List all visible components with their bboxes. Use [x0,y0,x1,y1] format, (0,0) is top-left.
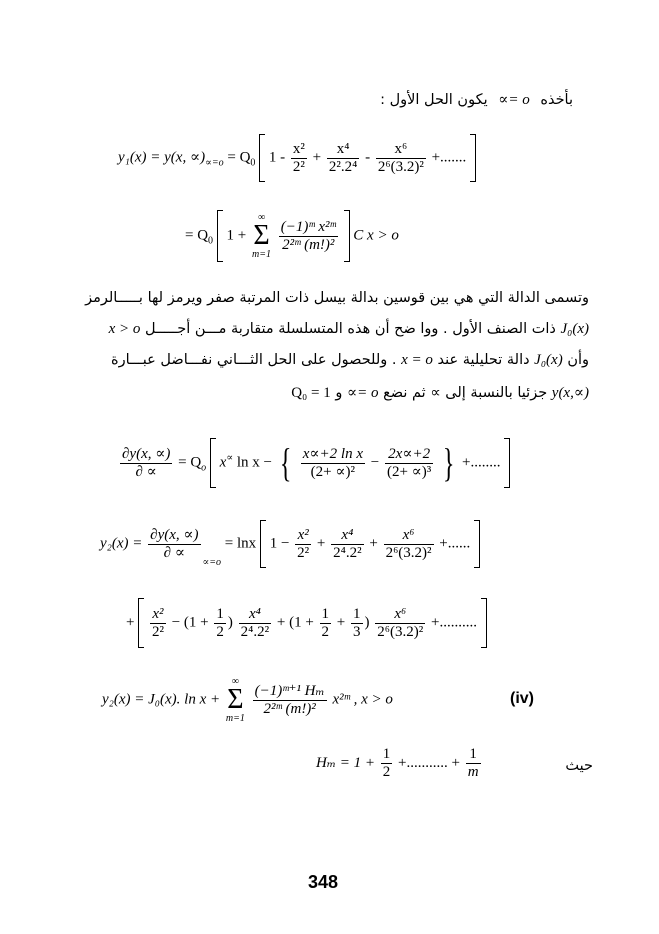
eq5-t3-den: 2⁶(3.2)² [377,623,424,640]
eq4-t2-num: x⁴ [331,527,363,545]
eq5-h2-den: 2 [321,623,330,640]
para-line4-alpha: ∝= o [346,385,379,401]
eq4-left-bracket [260,520,266,568]
eq1-t2-num: x⁴ [327,141,359,159]
equation-4 [100,520,480,568]
eq3-left-brace: { [279,440,292,485]
page-number: 348 [308,872,339,892]
equation-2 [185,210,399,262]
eq5-t2-num: x⁴ [239,606,271,624]
eq4-t2-den: 2⁴.2² [333,544,362,561]
eq6-tail: x²ᵐ , x > o [332,691,393,708]
eq5-h1-num: 1 [216,605,224,622]
eq7-hm: Hₘ = 1 + [316,754,376,771]
eq4-frac-num: ∂y(x, ∝) [150,526,199,543]
eq2-sum-bot: m=1 [252,249,271,260]
eq1-one-minus: 1 - [268,149,286,166]
eq6-num: (−1)ᵐ⁺¹ Hₘ [254,682,325,699]
equation-label: (iv) [510,690,534,707]
eq3-minus: − [370,454,380,471]
para-line4-q0: Q₀ = 1 [291,385,331,401]
eq4-plus2: + [369,535,378,552]
eq2-den: 2²ᵐ (m!)² [282,236,335,253]
eq6-sum-bot: m=1 [225,713,245,724]
eq5-plus3: + [336,614,346,631]
eq2-left-bracket [217,210,223,262]
eq3-tail: +........ [462,454,501,471]
eq1-q0: = Q [227,149,251,166]
eq5-t1-den: 2² [151,623,164,640]
equation-3 [118,438,510,488]
equation-5 [126,598,487,648]
eq2-one-plus: 1 + [226,227,247,244]
eq3-right-brace: } [442,440,455,485]
eq5-h2-num: 1 [321,605,330,622]
intro-alpha-eq: ∝= o [498,92,530,108]
eq1-t3-den: 2⁶(3.2)² [377,158,424,175]
eq5-right-bracket [481,598,487,648]
eq7-dots: +........... + [398,754,460,771]
para-line4-a: جزئيا بالنسبة إلى ∝ ثم نضع [383,385,548,401]
eq5-h3-den: 3 [353,623,361,640]
para-line3-x0: x = o [401,352,433,368]
eq1-plus: + [312,149,322,166]
eq5-t3-num: x⁶ [375,606,425,624]
eq4-frac-den: ∂ ∝ [163,544,185,561]
eq5-left-bracket [138,598,144,648]
para-line2-j0: J₀(x) [560,321,589,337]
eq5-plus: + [126,614,135,631]
eq7-f2-num: 1 [466,746,481,764]
para-line4-y: y(x,∝) [551,385,589,401]
eq2-q0: = Q [185,227,209,244]
eq2-right-bracket [344,210,350,262]
para-line-2 [59,321,589,338]
eq3-x: x [219,454,227,471]
eq5-minus: − (1 + [171,614,209,631]
sigma-symbol: Σ [253,220,270,251]
eq5-t2-den: 2⁴.2² [240,623,270,640]
eq4-t3-num: x⁶ [384,527,434,545]
eq2-q0-sub: 0 [208,235,214,247]
para-line4-and: و [335,385,343,401]
para-line2-text: ذات الصنف الأول . ووا ضح أن هذه المتسلسلة متقاربة مـــن أجـــــل [145,321,556,337]
eq7-f2-den: m [467,764,479,780]
eq4-one-minus: 1 − [269,535,290,552]
eq3-f2-den: (2+ ∝)³ [386,463,432,480]
equation-6 [102,676,393,724]
eq5-h1-den: 2 [216,623,224,640]
eq3-left-bracket [210,438,216,488]
eq1-tail: +....... [431,149,467,166]
para-line-4 [291,383,589,402]
eq1-right-bracket [470,134,476,182]
eq1-t1-den: 2² [292,158,305,175]
eq4-t1-num: x² [295,527,311,545]
eq3-x-sup: ∝ [226,452,234,464]
eq2-tail: C x > o [353,227,399,244]
eq1-t1-num: x² [292,140,305,157]
eq3-ln: ln x − [236,454,273,471]
eq5-h3-num: 1 [353,605,361,622]
eq5-close1: ) [227,614,233,631]
intro-arabic: بأخذه [540,92,573,108]
eq6-lhs: y₂(x) = J₀(x). ln x + [102,691,221,708]
eq1-minus: - [365,149,371,166]
intro-rest: يكون الحل الأول : [380,92,488,108]
para-line2-cond: x > o [108,321,141,337]
eq3-f1-num: x∝+2 ln x [302,445,363,462]
eq1-q0-sub: 0 [250,157,256,169]
eq3-f2-num: 2x∝+2 [385,446,433,464]
eq4-lnx: = lnx [224,535,257,552]
eq5-tail: +.......... [430,614,477,631]
eq4-lhs: y₂(x) = [100,535,143,552]
eq4-right-bracket [474,520,480,568]
para-line1-text: وتسمى الدالة التي هي بين قوسين بدالة بيسل ذات المرتبة صفر ويرمز لها بـــــالرمز [85,290,589,306]
para-line3-c: . وللحصول على الحل الثـــاني نفـــاضل عبـــارة [111,352,397,368]
eq5-plus2: + (1 + [276,614,314,631]
eq4-t3-den: 2⁶(3.2)² [385,544,432,561]
para-line3-a: وأن [567,352,589,368]
eq5-close2: ) [364,614,370,631]
eq3-q0-sub: o [201,462,207,474]
eq7-f1-den: 2 [382,764,391,780]
eq6-sum-top: ∞ [231,676,239,687]
eq4-t1-den: 2² [297,544,310,561]
eq4-plus1: + [316,535,326,552]
eq1-lhs: y₁(x) = y(x, ∝) [118,149,206,166]
eq3-f1-den: (2+ ∝)² [310,463,356,480]
eq4-tail: +...... [439,535,471,552]
equation-7 [316,746,483,781]
eq1-left-bracket [259,134,265,182]
eq3-q0: = Q [178,454,202,471]
eq4-eval-sub: ∝=o [202,557,222,569]
eq3-right-bracket [504,438,510,488]
eq7-f1-num: 1 [382,746,391,762]
where-label: حيث [565,758,593,774]
para-line3-j0: J₀(x) [534,352,563,368]
para-line3-b: دالة تحليلية عند [437,352,530,368]
para-line-3 [59,352,589,369]
eq1-lhs-sub: ∝=o [205,157,224,169]
eq6-den: 2²ᵐ (m!)² [263,700,316,717]
equation-1 [118,134,476,182]
eq3-lhs-num: ∂y(x, ∝) [122,445,171,462]
eq1-t2-den: 2².2⁴ [328,158,358,175]
eq2-num: (−1)ᵐ x²ᵐ [280,218,336,235]
eq3-lhs-den: ∂ ∝ [135,463,157,480]
eq2-sum-top: ∞ [257,212,266,223]
intro-line [380,90,573,109]
para-line-1 [59,290,589,306]
eq5-t1-num: x² [150,606,166,624]
eq1-t3-num: x⁶ [376,141,426,159]
sigma-symbol: Σ [227,684,244,715]
